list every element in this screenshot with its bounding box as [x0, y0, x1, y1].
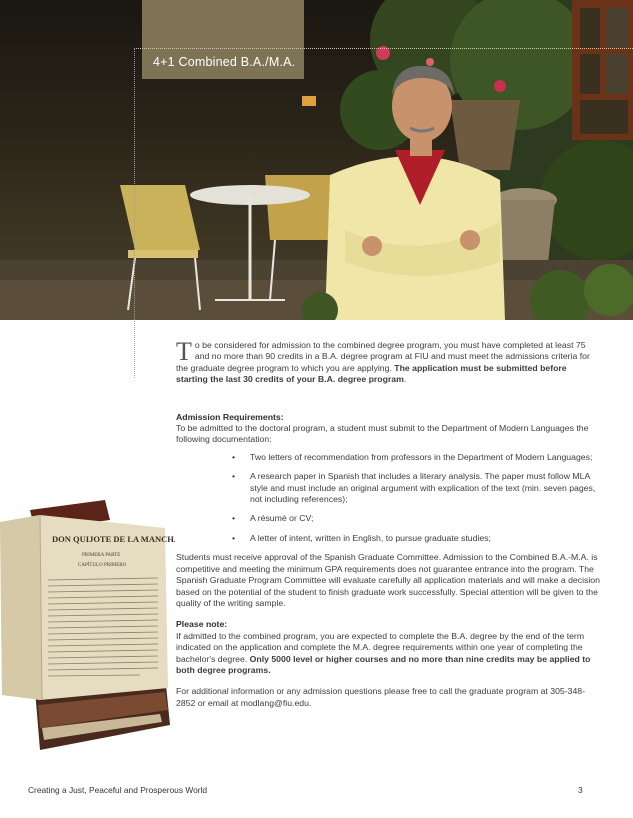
approval-paragraph: Students must receive approval of the Spanish Graduate Committee. Admission to the Combined B.A.-M.A. is competitive and meeting the minimum GPA requirements does not guarantee entrance into the program. The Spanish Graduate Program Committee will evaluate carefully all application materials and will make a decision based on the potential of the student to finish graduate work successfully. Special attention will be given to the quality of the writing sample. — [176, 552, 600, 608]
book-title: DON QUIJOTE DE LA MANCHA — [52, 534, 175, 544]
section-title-tab — [142, 0, 304, 79]
page-number: 3 — [578, 785, 583, 795]
note-paragraph — [176, 631, 600, 677]
dotted-rule-horizontal — [134, 48, 633, 49]
section-title: 4+1 Combined B.A./M.A. — [153, 55, 296, 69]
note-heading: Please note: — [176, 619, 228, 630]
contact-paragraph: For additional information or any admission questions please free to call the graduate program at 305-348-2852 or email at modlang@fiu.edu. — [176, 686, 586, 708]
list-item: • A résumé or CV; — [250, 513, 600, 524]
intro-bold-text: The application must be submitted before starting the last 30 credits of your B.A. degree program — [176, 362, 567, 385]
admission-heading: Admission Requirements: — [176, 411, 284, 422]
footer-tagline: Creating a Just, Peaceful and Prosperous World — [28, 785, 208, 795]
list-item: • Two letters of recommendation from professors in the Department of Modern Languages; — [250, 452, 600, 463]
dotted-rule-vertical — [134, 48, 135, 378]
admission-text: To be admitted to the doctoral program, a student must submit to the Department of Modern Languages the following documentation: — [176, 423, 589, 445]
note-text: If admitted to the combined program, you are expected to complete the B.A. degree by the end of the term indicated on the application and complete the M.A. degree requirements within one year of completing the bachelor's degree. — [176, 630, 585, 664]
list-item: • A letter of intent, written in English, to pursue graduate studies; — [250, 533, 600, 544]
drop-cap: T — [176, 337, 192, 366]
main-content — [176, 337, 600, 709]
book-illustration — [0, 500, 175, 760]
documentation-list — [176, 452, 600, 544]
intro-text: o be considered for admission to the combined degree program, you must have completed at least 75 and no more than 90 credits in a B.A. degree program at FIU and must meet the admissions criteria for the graduate degree program to which you are applying. — [176, 340, 590, 373]
note-bold-text: Only 5000 level or higher courses and no more than nine credits may be applied to both degree programs. — [176, 653, 591, 675]
book-subtitle: PRIMERA PARTE — [82, 553, 121, 558]
book-chapter: CAPÍTULO PRIMERO — [78, 563, 127, 568]
intro-paragraph — [176, 337, 600, 386]
don-quijote-book — [0, 500, 175, 760]
list-item: • A research paper in Spanish that includes a literary analysis. The paper must follow MLA style and must include an original argument with explication of the text (min. seven pages, not including references); — [250, 471, 600, 505]
intro-end: . — [403, 374, 407, 385]
